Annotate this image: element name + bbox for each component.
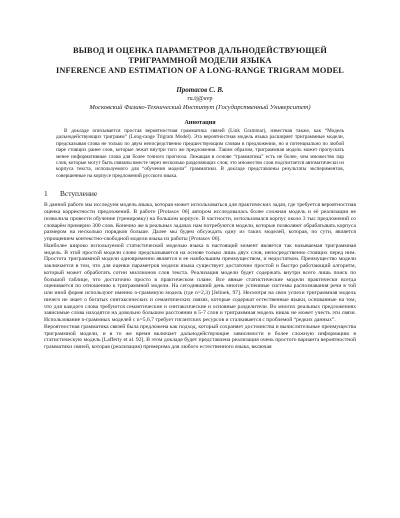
- section-title: Вступление: [60, 189, 98, 199]
- abstract-heading: Аннотация: [184, 119, 216, 126]
- author-affiliation: Московский Физико-Технический Институт (Государственный Университет): [89, 104, 311, 111]
- author-email: ru.tj@svp: [187, 95, 213, 102]
- paper-title-ru-line2: ТРИГРАММНОЙ МОДЕЛИ ЯЗЫКА: [128, 56, 272, 65]
- body-paragraph-3: Вероятностная грамматика связей была предложена как подход, который сохраняет достоинства и вычислительные преимущества триграммной модели, и в то же время включает дальнодействующие зависимости и более сложную информацию в статистическую модель [Lafferty et al. 92]. В этом докладе будет представлена реализация очень простого варианта вероятностной грамматики связей, которая (реализация) примерима для любого естественного языка, включая: [44, 323, 356, 350]
- abstract: [56, 128, 344, 179]
- author-name: Протасов С. В.: [176, 86, 224, 94]
- body-paragraph-2: Наиболее широко используемой статистической моделью языка в настоящий момент является так называемая триграммная модель. В этой простой модели слово предсказывается на основе только лишь двух слов, непосредственно стоящих перед ним. Простота триграммной модели одновременно является и ее наибольшим преимуществом, и недостатком. Преимущество модели заключается в том, что для оценки параметров модели языка существует достаточно простой и быстро работающий алгоритм, который может обработать сотни миллионов слов текста. Реализация модели будет содержать внутри всего лишь поиск по большой таблице, что достаточно просто в практическом плане. Все явные статистические модели практически всегда оценивается по отношению к триграммной модели. На сегодняшний день многие успешные системы распознавания речи в той или иной форме используют именно n-граммную модель (где n=2,3) [Jelinek, 97]. Несмотря на свои успехи триграммная модель ничего не знает о богатых синтаксических и семантических связях, которые содержат естественные языки, основанные на том, что для каждого слова требуются семантические и синтаксические и основные разделители. Во многих реальных предложениях зависимые слова находятся на довольно большом расстоянии в 5-7 слов и триграммная модель никак не может учесть эти связи. Использование n-граммных моделей с n=5,6,7 требует гигантских ресурсов и сталкивается с проблемой “редких данных”.: [44, 242, 356, 323]
- section-number: 1: [44, 189, 48, 199]
- body-paragraph-1: В данной работе мы исследуем модель языка, которая может использоваться для практических задач, где требуется вероятностная оценка корректности предложений. В работе [Protasov 06] автором исследовалась более сложная модель и её реализация не позволила провести обучение (тренировку) на большом корпусе. В частности, использовался корпус около 3 тыс предложений со словарём примерно 300 слов. Конечно же в реальных задачах нам потребуются модели, которые позволяют обрабатывать корпуса размером на несколько порядков больше. Далее мы будем обсуждать одну из таких моделей, которая, по сути, является упрощением контекстно-свободной модели языка из работы [Protasov 06].: [44, 202, 356, 242]
- section-heading: [44, 189, 356, 198]
- paper-title-ru-line1: ВЫВОД И ОЦЕНКА ПАРАМЕТРОВ ДАЛЬНОДЕЙСТВУЮЩЕЙ: [73, 46, 327, 55]
- paper-title-en: INFERENCE AND ESTIMATION OF A LONG-RANGE TRIGRAM MODEL: [56, 66, 344, 75]
- body-text: [44, 202, 356, 351]
- abstract-text: В докладе описывается простая вероятностная грамматика связей (Link Grammar), известная также, как “Модель дальнодействующих триграмм” (Long-range Trigram Model). Эта вероятностная модель языка расширяет триграммные модели, предсказывая слова не только по двум непосредственно предшествующим словам в предложении, но и потенциально по любой паре стоящих ранее слов, которые лежат внутри того же предложения. Таким образом, триграммная модель может пропускать менее информативные слова для более точного прогноза. Лежащая в основе “грамматика” есть не более, чем множество пар слов, которые могут быть связаны вместе через несколько разделяющих слов; это множество слов подсчитается автоматически из корпуса текста, используемого для “обучения модели” грамматики. В докладе представлены результаты экспериментов, совершенные на корпусе предложений русского языка.: [56, 128, 344, 179]
